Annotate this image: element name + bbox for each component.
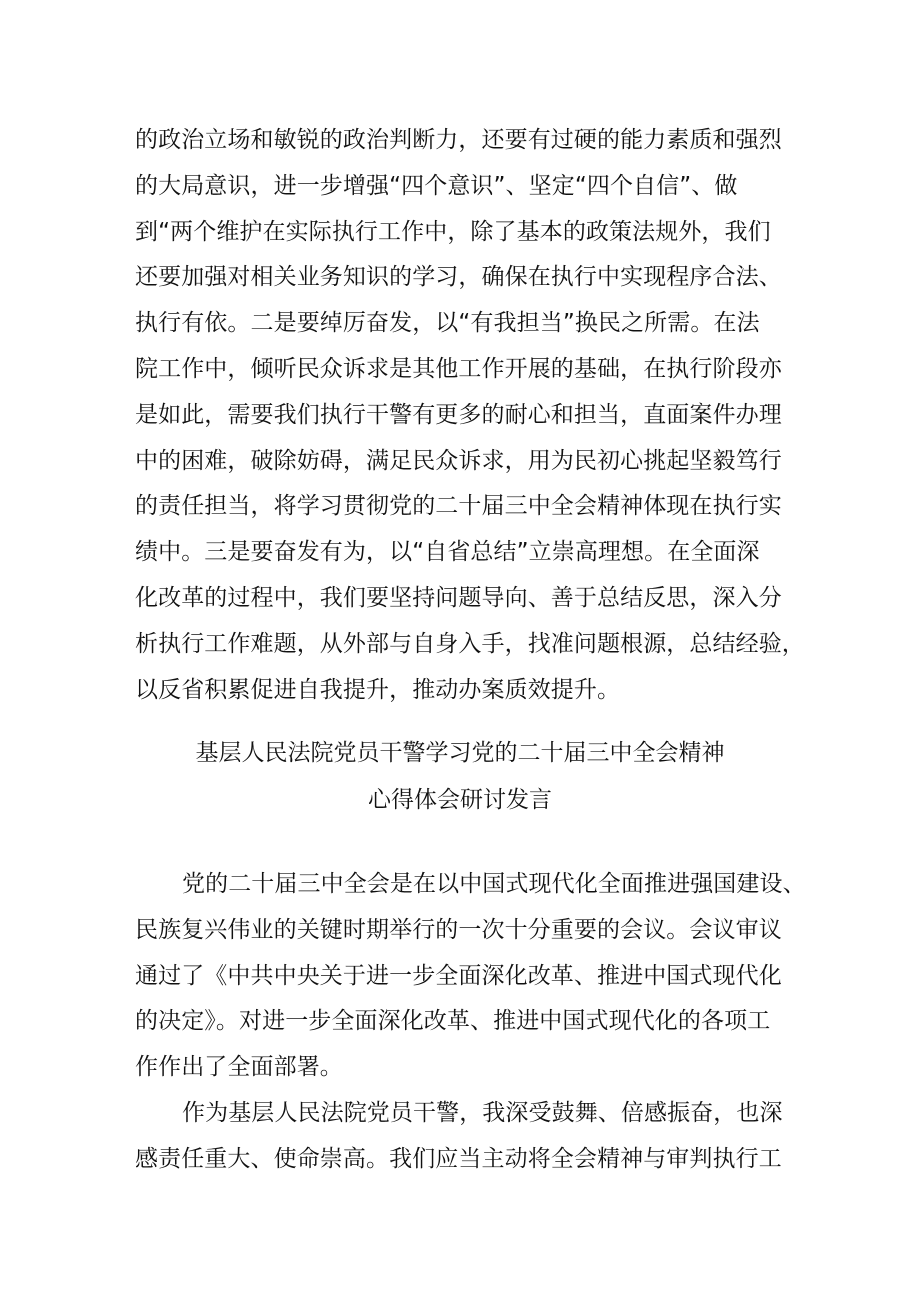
text-line: 是如此，需要我们执行干警有更多的耐心和担当，直面案件办理 bbox=[135, 401, 782, 428]
section-title-line-1: 基层人民法院党员干警学习党的二十届三中全会精神 bbox=[195, 740, 725, 766]
text-line: 以反省积累促进自我提升，推动办案质效提升。 bbox=[135, 676, 621, 703]
paragraph-2 bbox=[135, 1091, 835, 1183]
text-line: 析执行工作难题，从外部与自身入手，找准问题根源，总结经验， bbox=[135, 630, 805, 657]
text-line: 作为基层人民法院党员干警，我深受鼓舞、倍感振奋，也深 bbox=[182, 1100, 783, 1126]
text-line: 绩中。三是要奋发有为，以“自省总结”立崇高理想。在全面深 bbox=[135, 539, 760, 566]
text-line: 通过了《中共中央关于进一步全面深化改革、推进中国式现代化 bbox=[135, 962, 782, 989]
text-line: 感责任重大、使命崇高。我们应当主动将全会精神与审判执行工 bbox=[135, 1145, 782, 1172]
text-line: 中的困难，破除妨碍，满足民众诉求，用为民初心挑起坚毅笃行 bbox=[135, 447, 782, 474]
text-line: 民族复兴伟业的关键时期举行的一次十分重要的会议。会议审议 bbox=[135, 916, 782, 943]
text-line: 党的二十届三中全会是在以中国式现代化全面推进强国建设、 bbox=[182, 871, 806, 897]
text-line: 的大局意识，进一步增强“四个意识”、坚定“四个自信”、做 bbox=[135, 172, 738, 199]
text-line: 的责任担当，将学习贯彻党的二十届三中全会精神体现在执行实 bbox=[135, 493, 782, 520]
text-line: 到“两个维护在实际执行工作中，除了基本的政策法规外，我们 bbox=[135, 218, 771, 245]
text-line: 的政治立场和敏锐的政治判断力，还要有过硬的能力素质和强烈 bbox=[135, 127, 782, 153]
continued-paragraph bbox=[135, 118, 835, 713]
text-line: 的决定》。对进一步全面深化改革、推进中国式现代化的各项工 bbox=[135, 1008, 771, 1035]
text-line: 化改革的过程中，我们要坚持问题导向、善于总结反思，深入分 bbox=[135, 584, 782, 611]
section-title-line-2: 心得体会研讨发言 bbox=[368, 787, 552, 813]
paragraph-1 bbox=[135, 862, 835, 1091]
text-line: 执行有依。二是要绰厉奋发，以“有我担当”换民之所需。在法 bbox=[135, 310, 760, 337]
text-line: 作作出了全面部署。 bbox=[135, 1054, 343, 1081]
text-line: 院工作中，倾听民众诉求是其他工作开展的基础，在执行阶段亦 bbox=[135, 355, 782, 382]
section-title bbox=[135, 730, 785, 824]
text-line: 还要加强对相关业务知识的学习，确保在执行中实现程序合法、 bbox=[135, 264, 782, 291]
